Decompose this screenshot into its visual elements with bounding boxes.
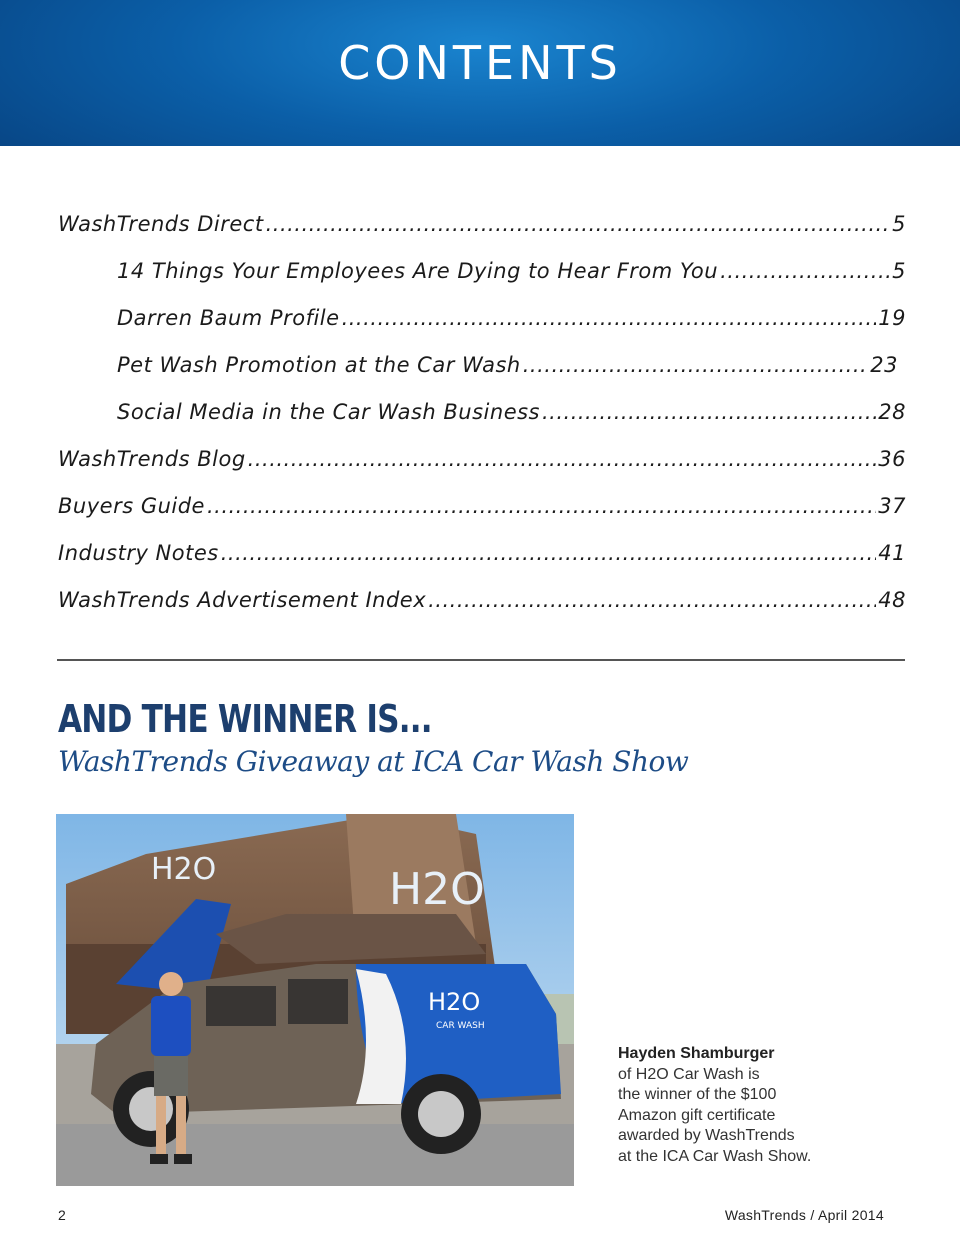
- feature-subheadline: WashTrends Giveaway at ICA Car Wash Show: [58, 745, 689, 778]
- toc-entry-page: 23: [870, 353, 898, 377]
- toc-entry-title: 14 Things Your Employees Are Dying to Hear From You: [117, 259, 719, 283]
- toc-entry-page: 48: [878, 588, 906, 612]
- toc-entry-title: Darren Baum Profile: [117, 306, 340, 330]
- photo-caption: [618, 1044, 878, 1167]
- vehicle-logo-sub: CAR WASH: [436, 1021, 485, 1031]
- toc-dot-leader: [523, 353, 869, 377]
- toc-entry[interactable]: [58, 494, 906, 541]
- caption-line: of H2O Car Wash is: [618, 1065, 760, 1083]
- toc-entry-title: Buyers Guide: [58, 494, 205, 518]
- toc-entry[interactable]: [58, 212, 906, 259]
- tower-sign: H2O: [389, 864, 485, 915]
- caption-name: Hayden Shamburger: [618, 1045, 775, 1062]
- toc-entry-page: 19: [878, 306, 906, 330]
- toc-entry-page: 37: [878, 494, 906, 518]
- page-number: 2: [58, 1207, 66, 1223]
- toc-entry-title: WashTrends Advertisement Index: [58, 588, 427, 612]
- toc-entry-page: 28: [878, 400, 906, 424]
- page-title: CONTENTS: [338, 36, 622, 90]
- toc-entry[interactable]: [58, 447, 906, 494]
- caption-line: Amazon gift certificate: [618, 1106, 776, 1124]
- building-sign: H2O: [151, 852, 217, 887]
- toc-dot-leader: [720, 259, 890, 283]
- toc-entry-title: Pet Wash Promotion at the Car Wash: [117, 353, 521, 377]
- winner-photo: [56, 814, 574, 1186]
- section-divider: [57, 659, 905, 661]
- caption-line: the winner of the $100: [618, 1086, 777, 1103]
- toc-dot-leader: [221, 541, 877, 565]
- toc-entry[interactable]: [58, 259, 906, 306]
- feature-headline: AND THE WINNER IS...: [58, 697, 432, 741]
- table-of-contents: [58, 212, 906, 635]
- toc-entry[interactable]: [58, 588, 906, 635]
- toc-entry-title: Social Media in the Car Wash Business: [117, 400, 540, 424]
- toc-entry-title: WashTrends Direct: [58, 212, 264, 236]
- caption-line: awarded by WashTrends: [618, 1127, 795, 1144]
- vehicle-logo: H2O: [428, 988, 481, 1016]
- toc-dot-leader: [428, 588, 876, 612]
- toc-entry[interactable]: [58, 400, 906, 447]
- toc-dot-leader: [248, 447, 877, 471]
- toc-entry[interactable]: [58, 353, 906, 400]
- toc-entry[interactable]: [58, 541, 906, 588]
- toc-dot-leader: [542, 400, 876, 424]
- toc-entry[interactable]: [58, 306, 906, 353]
- toc-entry-page: 5: [892, 259, 906, 283]
- toc-dot-leader: [266, 212, 891, 236]
- toc-entry-page: 36: [878, 447, 906, 471]
- contents-banner: [0, 0, 960, 146]
- caption-line: at the ICA Car Wash Show.: [618, 1147, 812, 1165]
- toc-entry-title: Industry Notes: [58, 541, 219, 565]
- publication-footer: WashTrends / April 2014: [724, 1207, 884, 1223]
- toc-dot-leader: [342, 306, 877, 330]
- toc-entry-title: WashTrends Blog: [58, 447, 246, 471]
- toc-entry-page: 5: [892, 212, 906, 236]
- toc-dot-leader: [207, 494, 876, 518]
- toc-entry-page: 41: [878, 541, 906, 565]
